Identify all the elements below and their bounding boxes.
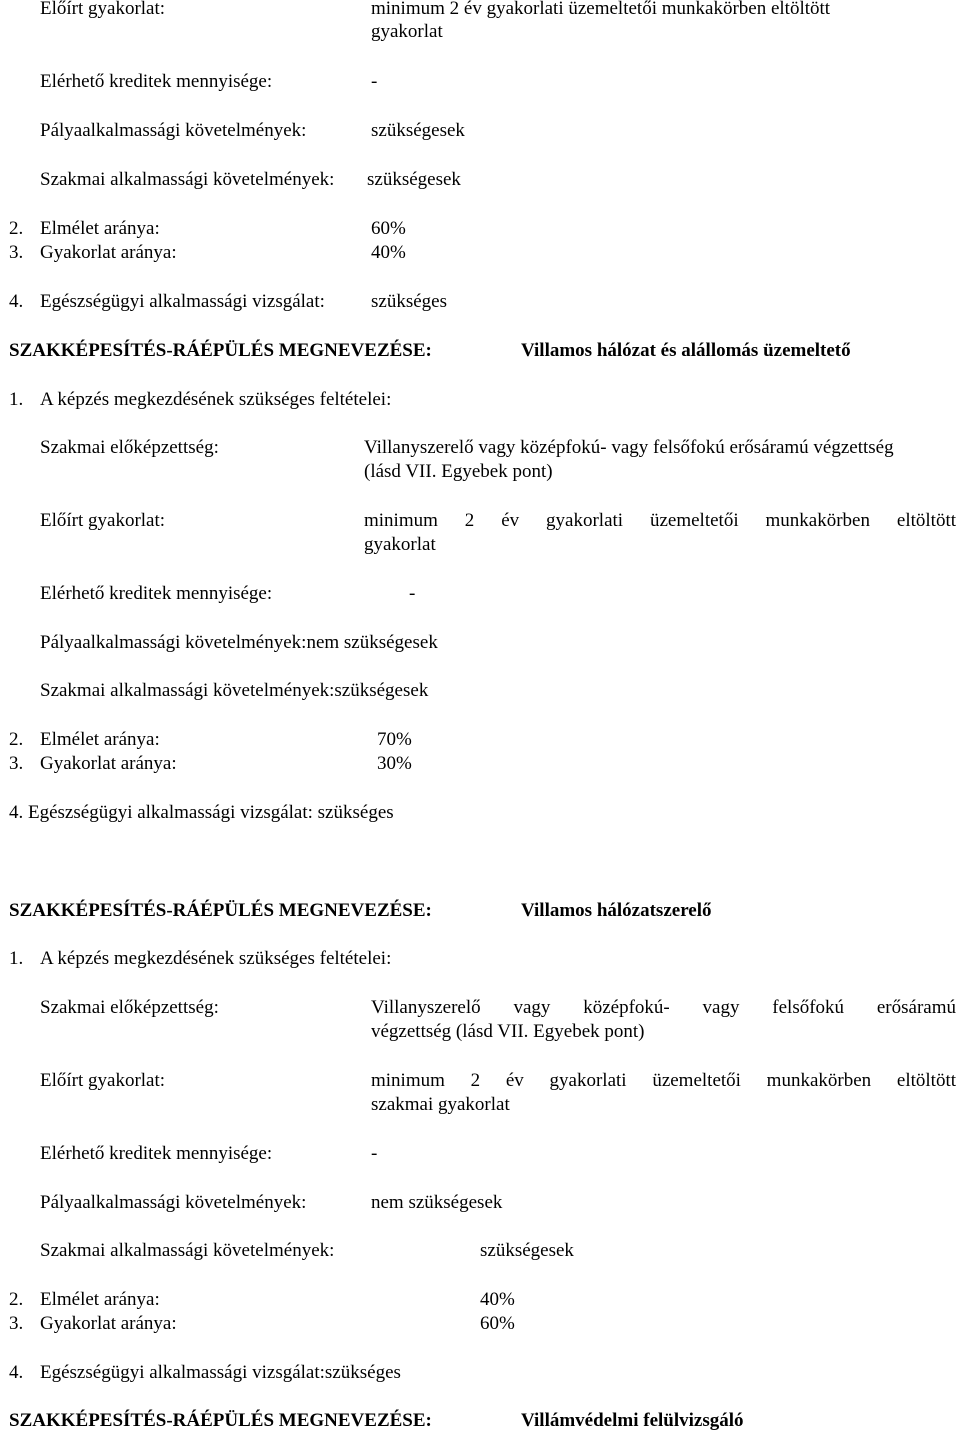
top-eu-value: szükséges — [371, 291, 447, 312]
s1-elokep-value-line2: (lásd VII. Egyebek pont) — [364, 461, 553, 482]
s2-palya-label: Pályaalkalmassági követelmények: — [40, 1192, 307, 1213]
s1-gyakorlat-value: 30% — [377, 753, 412, 774]
s2-elmelet-label: Elmélet aránya: — [40, 1289, 160, 1310]
s1-palya-text: Pályaalkalmassági követelmények:nem szükségesek — [40, 632, 438, 653]
s1-heading-label: SZAKKÉPESÍTÉS-RÁÉPÜLÉS MEGNEVEZÉSE: — [9, 340, 432, 361]
s2-eloirt-label: Előírt gyakorlat: — [40, 1070, 166, 1091]
s1-heading-value: Villamos hálózat és alállomás üzemeltető — [521, 340, 851, 361]
s1-elmelet-value: 70% — [377, 729, 412, 750]
top-elmelet-label: Elmélet aránya: — [40, 218, 160, 239]
s1-gyakorlat-num: 3. — [9, 753, 24, 774]
s2-elmelet-value: 40% — [480, 1289, 515, 1310]
top-kredit-value: - — [371, 71, 378, 92]
s2-elmelet-num: 2. — [9, 1289, 24, 1310]
s1-kredit-label: Elérhető kreditek mennyisége: — [40, 583, 273, 604]
s1-elmelet-num: 2. — [9, 729, 24, 750]
top-kredit-label: Elérhető kreditek mennyisége: — [40, 71, 273, 92]
s2-szakmai-alk-label: Szakmai alkalmassági követelmények: — [40, 1240, 335, 1261]
top-gyakorlat-num: 3. — [9, 242, 24, 263]
s3-heading-label: SZAKKÉPESÍTÉS-RÁÉPÜLÉS MEGNEVEZÉSE: — [9, 1410, 432, 1431]
top-elmelet-value: 60% — [371, 218, 406, 239]
s2-cond-label: A képzés megkezdésének szükséges feltételei: — [40, 948, 392, 969]
s2-eloirt-value-line1: minimum 2 év gyakorlati üzemeltetői munkakörben eltöltött — [371, 1070, 956, 1091]
s2-kredit-value: - — [371, 1143, 378, 1164]
s1-elmelet-label: Elmélet aránya: — [40, 729, 160, 750]
s2-cond-num: 1. — [9, 948, 24, 969]
top-eloirt-value: minimum 2 év gyakorlati üzemeltetői munkakörben eltöltött gyakorlat — [371, 0, 831, 42]
top-palya-label: Pályaalkalmassági követelmények: — [40, 120, 307, 141]
s2-eu-num: 4. — [9, 1362, 24, 1383]
s2-elokep-label: Szakmai előképzettség: — [40, 997, 219, 1018]
top-gyakorlat-label: Gyakorlat aránya: — [40, 242, 177, 263]
top-palya-value: szükségesek — [371, 120, 465, 141]
s1-cond-label: A képzés megkezdésének szükséges feltételei: — [40, 389, 392, 410]
s2-kredit-label: Elérhető kreditek mennyisége: — [40, 1143, 273, 1164]
s2-gyakorlat-num: 3. — [9, 1313, 24, 1334]
top-eu-label: Egészségügyi alkalmassági vizsgálat: — [40, 291, 325, 312]
s2-szakmai-alk-value: szükségesek — [480, 1240, 574, 1261]
s1-eloirt-value-line2: gyakorlat — [364, 534, 436, 555]
top-gyakorlat-value: 40% — [371, 242, 406, 263]
s2-elokep-value-line2: végzettség (lásd VII. Egyebek pont) — [371, 1021, 645, 1042]
s2-eloirt-value-line2: szakmai gyakorlat — [371, 1094, 510, 1115]
s1-szakmai-alk-text: Szakmai alkalmassági követelmények:szükségesek — [40, 680, 429, 701]
top-eloirt-label: Előírt gyakorlat: — [40, 0, 166, 19]
s1-eloirt-label: Előírt gyakorlat: — [40, 510, 166, 531]
s2-heading-label: SZAKKÉPESÍTÉS-RÁÉPÜLÉS MEGNEVEZÉSE: — [9, 900, 432, 921]
s3-heading-value: Villámvédelmi felülvizsgáló — [521, 1410, 744, 1431]
s2-eu-text: Egészségügyi alkalmassági vizsgálat:szükséges — [40, 1362, 401, 1383]
s1-eloirt-value-line1: minimum 2 év gyakorlati üzemeltetői munkakörben eltöltött — [364, 510, 956, 531]
s2-palya-value: nem szükségesek — [371, 1192, 503, 1213]
s1-kredit-value: - — [409, 583, 416, 604]
top-szakmai-alk-value: szükségesek — [367, 169, 461, 190]
s2-elokep-value-line1: Villanyszerelő vagy középfokú- vagy felsőfokú erősáramú — [371, 997, 956, 1018]
top-elmelet-num: 2. — [9, 218, 24, 239]
s1-gyakorlat-label: Gyakorlat aránya: — [40, 753, 177, 774]
s2-gyakorlat-label: Gyakorlat aránya: — [40, 1313, 177, 1334]
top-eu-num: 4. — [9, 291, 24, 312]
s2-gyakorlat-value: 60% — [480, 1313, 515, 1334]
s1-elokep-value-line1: Villanyszerelő vagy középfokú- vagy felsőfokú erősáramú végzettség — [364, 437, 894, 458]
top-szakmai-alk-label: Szakmai alkalmassági követelmények: — [40, 169, 335, 190]
s1-elokep-label: Szakmai előképzettség: — [40, 437, 219, 458]
s1-eu-text: 4. Egészségügyi alkalmassági vizsgálat: szükséges — [9, 802, 394, 823]
s2-heading-value: Villamos hálózatszerelő — [521, 900, 712, 921]
s1-cond-num: 1. — [9, 389, 24, 410]
